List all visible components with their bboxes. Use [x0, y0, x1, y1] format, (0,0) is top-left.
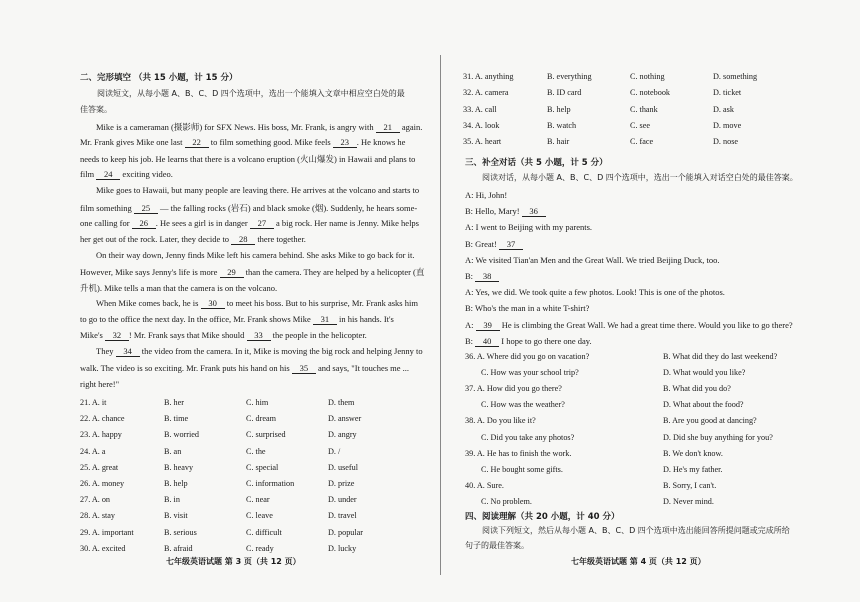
- passage-line: [80, 202, 417, 214]
- cloze-31-35-option[interactable]: C. notebook: [630, 88, 671, 98]
- cloze-21-30-option[interactable]: C. difficult: [246, 527, 282, 537]
- cloze-31-35-option[interactable]: 34. A. look: [463, 120, 500, 130]
- dialogue-line: [465, 206, 546, 217]
- cloze-31-35-option[interactable]: D. move: [713, 120, 742, 130]
- text-run: — the falling rocks (岩石) and black smoke (烟). Suddenly, he hears some-: [157, 202, 418, 213]
- passage-line: [80, 379, 119, 389]
- cloze-31-35-option[interactable]: 35. A. heart: [463, 137, 502, 147]
- text-run: A:: [465, 319, 476, 330]
- cloze-21-30-option[interactable]: 24. A. a: [80, 446, 106, 456]
- section-4-instruction-2: 句子的最佳答案。: [465, 541, 529, 550]
- cloze-21-30-option[interactable]: B. worried: [164, 430, 200, 440]
- text-run: one calling for: [80, 217, 132, 228]
- dialogue-choice[interactable]: B. Sorry, I can't.: [663, 480, 717, 490]
- cloze-21-30-option[interactable]: D. answer: [328, 414, 362, 424]
- dialogue-choice[interactable]: C. No problem.: [481, 496, 532, 506]
- cloze-21-30-option[interactable]: C. ready: [246, 543, 274, 553]
- text-run: . He sees a girl is in danger: [155, 217, 250, 228]
- blank-25[interactable]: 25: [134, 203, 158, 214]
- text-run: Mike is a cameraman (摄影师) for SFX News. His boss, Mr. Frank, is angry with: [96, 122, 376, 132]
- text-run: B: Hello, Mary!: [465, 206, 522, 217]
- blank-27[interactable]: 27: [250, 218, 274, 229]
- dialogue-line: [465, 271, 499, 282]
- dialogue-line: [465, 255, 719, 265]
- blank-32[interactable]: 32: [105, 330, 129, 341]
- dialogue-choice[interactable]: 37. A. How did you go there?: [465, 384, 562, 394]
- blank-40[interactable]: 40: [475, 336, 499, 347]
- passage-line: [80, 282, 277, 294]
- text-run: right here!": [80, 378, 120, 389]
- section-3-instruction: 阅读对话，从每小题 A、B、C、D 四个选项中，选出一个能填入对话空白处的最佳答案。: [482, 173, 798, 182]
- cloze-21-30-option[interactable]: 30. A. excited: [80, 543, 126, 553]
- blank-24[interactable]: 24: [96, 169, 120, 180]
- cloze-31-35-option[interactable]: B. everything: [547, 72, 592, 81]
- blank-23[interactable]: 23: [333, 137, 357, 148]
- cloze-21-30-option[interactable]: C. the: [246, 446, 266, 456]
- text-run: to film something good. Mike feels: [208, 137, 333, 148]
- passage-line: [80, 363, 409, 374]
- cloze-21-30-option[interactable]: 28. A. stay: [80, 511, 116, 521]
- cloze-21-30-option[interactable]: B. visit: [164, 511, 188, 521]
- passage-line: [96, 121, 422, 133]
- cloze-21-30-option[interactable]: B. her: [164, 398, 185, 407]
- text-run: . He knows he: [356, 137, 406, 148]
- blank-36[interactable]: 36: [522, 206, 546, 217]
- cloze-31-35-option[interactable]: B. ID card: [547, 88, 582, 98]
- text-run: needs to keep his job. He learns that there is a volcano eruption (火山爆发) in Hawaii and plans to: [80, 154, 416, 165]
- text-run: the video from the camera. In it, Mike is moving the big rock and helping Jenny to: [139, 346, 423, 357]
- dialogue-choice[interactable]: 40. A. Sure.: [465, 480, 504, 490]
- blank-39[interactable]: 39: [476, 320, 500, 331]
- text-run: However, Mike says Jenny's life is more: [80, 266, 220, 277]
- cloze-31-35-option[interactable]: 32. A. camera: [463, 88, 509, 98]
- blank-26[interactable]: 26: [132, 218, 156, 229]
- text-run: 升机). Mike tells a man that the camera is on the volcano.: [80, 283, 278, 293]
- text-run: a big rock. Her name is Jenny. Mike helps: [273, 217, 419, 228]
- cloze-31-35-option[interactable]: D. something: [713, 72, 758, 81]
- text-run: exciting video.: [120, 169, 173, 180]
- text-run: B: Who's the man in a white T-shirt?: [465, 303, 590, 314]
- text-run: A: We visited Tian'an Men and the Great Wall. We tried Beijing Duck, too.: [465, 254, 720, 265]
- dialogue-line: [465, 190, 507, 200]
- text-run: and says, "It touches me ...: [315, 362, 410, 373]
- cloze-21-30-option[interactable]: D. angry: [328, 430, 357, 440]
- text-run: ! Mr. Frank says that Mike should: [128, 330, 247, 341]
- page-4: [441, 0, 860, 602]
- text-run: He is climbing the Great Wall. We had a great time there. Would you like to go there?: [499, 319, 793, 330]
- text-run: They: [96, 346, 116, 357]
- text-run: to go to the office the next day. In the office, Mr. Frank shows Mike: [80, 314, 313, 325]
- cloze-21-30-option[interactable]: 27. A. on: [80, 495, 111, 505]
- dialogue-choice[interactable]: B. Are you good at dancing?: [663, 416, 757, 426]
- cloze-21-30-option[interactable]: B. in: [164, 495, 180, 505]
- cloze-31-35-option[interactable]: C. thank: [630, 104, 658, 114]
- text-run: Mr. Frank gives Mike one last: [80, 137, 185, 148]
- passage-line: [96, 185, 419, 195]
- dialogue-choice[interactable]: B. What did you do?: [663, 384, 731, 394]
- text-run: in his hands. It's: [336, 314, 394, 325]
- cloze-31-35-option[interactable]: D. nose: [713, 137, 739, 147]
- text-run: film: [80, 169, 97, 180]
- text-run: again.: [399, 122, 423, 132]
- blank-21[interactable]: 21: [376, 122, 400, 133]
- cloze-31-35-option[interactable]: 33. A. call: [463, 104, 497, 114]
- dialogue-line: [465, 320, 793, 331]
- text-run: her get out of the rock. Later, they decide to: [80, 233, 232, 244]
- cloze-31-35-option[interactable]: B. help: [547, 104, 571, 114]
- dialogue-choice[interactable]: B. We don't know.: [663, 448, 723, 458]
- dialogue-line: [465, 336, 592, 347]
- text-run: B:: [465, 335, 476, 346]
- dialogue-choice[interactable]: 36. A. Where did you go on vacation?: [465, 352, 590, 361]
- text-run: A: Hi, John!: [465, 190, 508, 200]
- text-run: film something: [80, 202, 134, 213]
- cloze-21-30-option[interactable]: D. lucky: [328, 543, 357, 553]
- dialogue-line: [465, 303, 589, 313]
- section-2-title: 二、完形填空 （共 15 小题，计 15 分）: [80, 73, 238, 83]
- cloze-31-35-option[interactable]: B. hair: [547, 137, 570, 147]
- text-run: A: I went to Beijing with my parents.: [465, 222, 593, 233]
- blank-33[interactable]: 33: [247, 330, 271, 341]
- text-run: than the camera. They are helped by a helicopter (直: [243, 266, 425, 277]
- instruction-line-1: 阅读短文，从每小题 A、B、C、D 四个选项中，选出一个能填入文章中相应空白处的最: [97, 89, 405, 98]
- cloze-21-30-option[interactable]: C. him: [246, 398, 269, 407]
- cloze-21-30-option[interactable]: C. surprised: [246, 430, 286, 440]
- section-3-title: 三、补全对话（共 5 小题，计 5 分）: [465, 158, 608, 168]
- cloze-21-30-option[interactable]: 21. A. it: [80, 398, 107, 407]
- cloze-21-30-option[interactable]: D. travel: [328, 511, 357, 521]
- cloze-31-35-option[interactable]: C. nothing: [630, 72, 665, 81]
- cloze-21-30-option[interactable]: C. dream: [246, 414, 277, 424]
- dialogue-choice[interactable]: D. What would you like?: [663, 368, 746, 378]
- cloze-21-30-option[interactable]: C. leave: [246, 511, 273, 521]
- cloze-21-30-option[interactable]: 23. A. happy: [80, 430, 122, 440]
- cloze-21-30-option[interactable]: C. near: [246, 495, 270, 505]
- passage-line: [80, 169, 173, 180]
- cloze-21-30-option[interactable]: 25. A. great: [80, 462, 119, 472]
- cloze-21-30-option[interactable]: B. time: [164, 414, 189, 424]
- text-run: B: Great!: [465, 238, 499, 249]
- text-run: Mike goes to Hawaii, but many people are leaving there. He arrives at the volcano and starts to: [96, 185, 420, 196]
- dialogue-choice[interactable]: D. He's my father.: [663, 464, 723, 474]
- cloze-21-30-option[interactable]: C. special: [246, 462, 279, 472]
- text-run: walk. The video is so exciting. Mr. Frank puts his hand on his: [80, 362, 292, 373]
- cloze-21-30-option[interactable]: 29. A. important: [80, 527, 134, 537]
- blank-28[interactable]: 28: [231, 234, 255, 245]
- passage-line: [80, 330, 367, 341]
- cloze-21-30-option[interactable]: D. prize: [328, 479, 355, 488]
- blank-35[interactable]: 35: [292, 363, 316, 374]
- cloze-21-30-option[interactable]: D. under: [328, 495, 357, 505]
- dialogue-choice[interactable]: D. Did she buy anything for you?: [663, 432, 773, 442]
- cloze-21-30-option[interactable]: B. serious: [164, 527, 197, 537]
- passage-line: [96, 346, 423, 357]
- passage-line: [96, 250, 414, 260]
- cloze-31-35-option[interactable]: 31. A. anything: [463, 72, 514, 81]
- text-run: On their way down, Jenny finds Mike left his camera behind. She asks Mike to go back for it.: [96, 249, 415, 260]
- cloze-21-30-option[interactable]: 26. A. money: [80, 479, 125, 488]
- cloze-31-35-option[interactable]: C. face: [630, 137, 654, 147]
- page-footer: 七年级英语试题 第 3 页（共 12 页）: [166, 557, 301, 566]
- dialogue-choice[interactable]: C. He bought some gifts.: [481, 464, 563, 474]
- section-4-title: 四、阅读理解（共 20 小题，计 40 分）: [465, 512, 620, 522]
- dialogue-choice[interactable]: C. How was your school trip?: [481, 368, 579, 378]
- dialogue-line: [465, 222, 592, 232]
- blank-30[interactable]: 30: [201, 298, 225, 309]
- dialogue-line: [465, 239, 523, 250]
- text-run: B:: [465, 271, 476, 281]
- instruction-line-2: 佳答案。: [80, 105, 112, 114]
- cloze-21-30-option[interactable]: B. help: [164, 479, 188, 488]
- text-run: When Mike comes back, he is: [96, 298, 201, 309]
- cloze-21-30-option[interactable]: D. them: [328, 398, 355, 407]
- cloze-21-30-option[interactable]: B. an: [164, 446, 182, 456]
- blank-38[interactable]: 38: [475, 271, 499, 282]
- cloze-21-30-option[interactable]: 22. A. chance: [80, 414, 125, 424]
- text-run: the people in the helicopter.: [270, 330, 367, 341]
- cloze-21-30-option[interactable]: D. useful: [328, 462, 359, 472]
- cloze-21-30-option[interactable]: B. heavy: [164, 462, 194, 472]
- dialogue-choice[interactable]: 38. A. Do you like it?: [465, 416, 536, 426]
- blank-29[interactable]: 29: [220, 267, 244, 278]
- text-run: to meet his boss. But to his surprise, Mr. Frank asks him: [224, 298, 418, 309]
- section-4-instruction-1: 阅读下列短文，然后从每小题 A、B、C、D 四个选项中选出能回答所提问题或完成所给: [482, 526, 790, 535]
- dialogue-line: [465, 287, 725, 297]
- cloze-21-30-option[interactable]: D. popular: [328, 527, 364, 537]
- cloze-31-35-option[interactable]: D. ask: [713, 104, 734, 114]
- dialogue-choice[interactable]: C. How was the weather?: [481, 400, 565, 410]
- dialogue-choice[interactable]: B. What did they do last weekend?: [663, 352, 778, 361]
- text-run: Mike's: [80, 330, 105, 341]
- passage-line: [80, 314, 394, 325]
- passage-line: [80, 234, 306, 245]
- passage-line: [80, 266, 424, 278]
- text-run: I hope to go there one day.: [499, 335, 592, 346]
- cloze-21-30-option[interactable]: D. /: [328, 446, 341, 456]
- passage-line: [80, 218, 419, 229]
- dialogue-choice[interactable]: C. Did you take any photos?: [481, 432, 575, 442]
- page-footer: 七年级英语试题 第 4 页（共 12 页）: [571, 557, 706, 566]
- passage-line: [80, 153, 415, 165]
- blank-22[interactable]: 22: [185, 137, 209, 148]
- blank-31[interactable]: 31: [313, 314, 337, 325]
- cloze-21-30-option[interactable]: B. afraid: [164, 543, 193, 553]
- dialogue-choice[interactable]: 39. A. He has to finish the work.: [465, 448, 572, 458]
- blank-37[interactable]: 37: [499, 239, 523, 250]
- dialogue-choice[interactable]: D. What about the food?: [663, 400, 744, 410]
- passage-line: [80, 137, 405, 148]
- text-run: there together.: [255, 233, 306, 244]
- blank-34[interactable]: 34: [116, 346, 140, 357]
- passage-line: [96, 298, 418, 309]
- dialogue-choice[interactable]: D. Never mind.: [663, 496, 714, 506]
- cloze-21-30-option[interactable]: C. information: [246, 479, 295, 488]
- cloze-31-35-option[interactable]: B. watch: [547, 120, 577, 130]
- cloze-31-35-option[interactable]: C. see: [630, 120, 651, 130]
- text-run: A: Yes, we did. We took quite a few photos. Look! This is one of the photos.: [465, 287, 725, 298]
- cloze-31-35-option[interactable]: D. ticket: [713, 88, 742, 98]
